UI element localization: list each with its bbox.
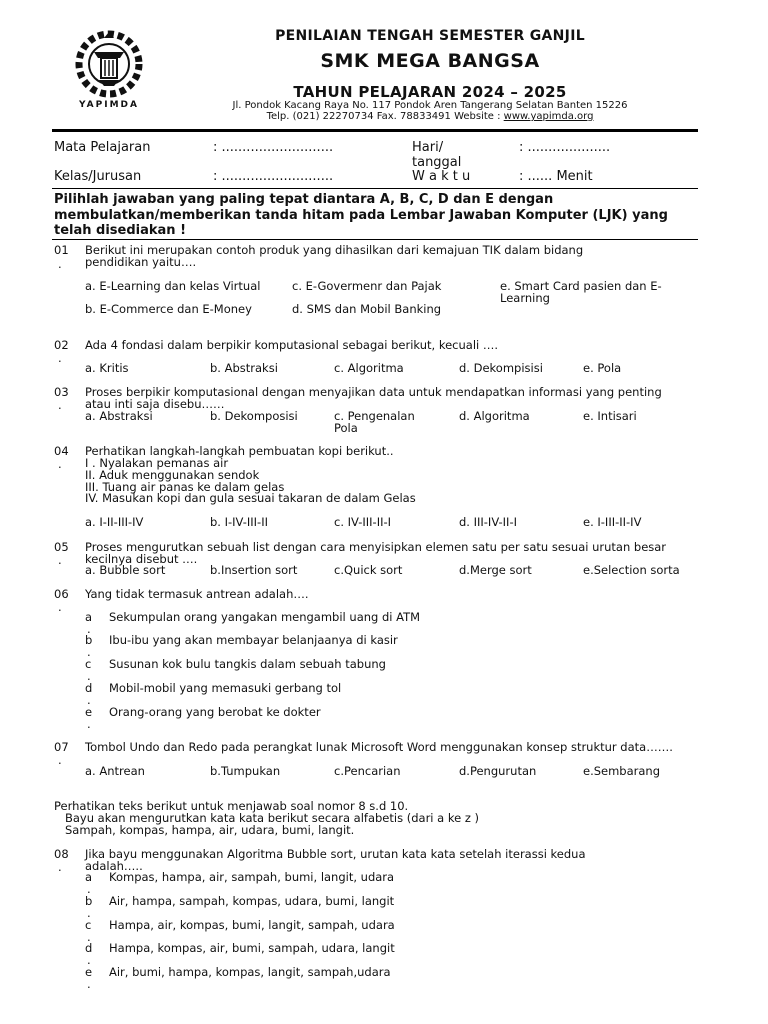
option-letter-dot: . — [87, 717, 91, 731]
option-e[interactable]: Orang-orang yang berobat ke dokter — [109, 705, 321, 719]
question-number-dot: . — [58, 753, 62, 767]
step-item: IV. Masukan kopi dan gula sesuai takaran de dalam Gelas — [85, 491, 416, 505]
context-line: Bayu akan mengurutkan kata kata berikut secara alfabetis (dari a ke z ) — [65, 811, 480, 825]
question-text: Perhatikan langkah-langkah pembuatan kopi berikut.. — [85, 444, 394, 458]
identity-divider — [52, 188, 698, 189]
class-field[interactable]: : ........................... — [213, 169, 334, 184]
class-label: Kelas/Jurusan — [54, 169, 142, 184]
option-d[interactable]: d.Pengurutan — [459, 764, 537, 778]
option-b[interactable]: b. I-IV-III-II — [210, 515, 268, 529]
question-number: 05 — [54, 540, 69, 554]
question-number-dot: . — [58, 257, 62, 271]
step-item: II. Aduk menggunakan sendok — [85, 468, 260, 482]
question-number: 01 — [54, 243, 69, 257]
question-text: Proses mengurutkan sebuah list dengan cara menyisipkan elemen satu per satu sesuai urutan besar kecilnya disebut …. — [85, 540, 667, 566]
option-letter: b — [85, 894, 93, 908]
option-d[interactable]: d. Dekompisisi — [459, 361, 543, 375]
question-number-dot: . — [58, 600, 62, 614]
option-letter-dot: . — [87, 693, 91, 707]
school-logo — [64, 30, 154, 114]
option-e[interactable]: e.Selection sorta — [583, 563, 680, 577]
subject-field[interactable]: : ........................... — [213, 140, 334, 155]
option-letter: e — [85, 965, 93, 979]
option-d[interactable]: Hampa, kompas, air, bumi, sampah, udara, langit — [109, 941, 395, 955]
step-item: III. Tuang air panas ke dalam gelas — [85, 480, 285, 494]
option-d[interactable]: d. Algoritma — [459, 409, 530, 423]
school-name: SMK MEGA BANGSA — [320, 50, 540, 72]
option-e[interactable]: e. Intisari — [583, 409, 637, 423]
option-e[interactable]: Air, bumi, hampa, kompas, langit, sampah,udara — [109, 965, 391, 979]
option-d[interactable]: d.Merge sort — [459, 563, 532, 577]
option-c[interactable]: Hampa, air, kompas, bumi, langit, sampah, udara — [109, 918, 395, 932]
subject-label: Mata Pelajaran — [54, 140, 151, 155]
option-e[interactable]: e.Sembarang — [583, 764, 661, 778]
question-text: Proses berpikir komputasional dengan menyajikan data untuk mendapatkan informasi yang penting atau inti saja disebu…… — [85, 385, 662, 411]
option-a[interactable]: a. E-Learning dan kelas Virtual — [85, 279, 261, 293]
option-a[interactable]: a. Kritis — [85, 361, 129, 375]
instruction-divider — [52, 239, 698, 240]
day-label: Hari/ — [412, 140, 444, 155]
website-link[interactable]: www.yapimda.org — [503, 111, 594, 122]
option-letter: a — [85, 610, 93, 624]
option-a[interactable]: a. Antrean — [85, 764, 145, 778]
option-c[interactable]: c.Pencarian — [334, 764, 401, 778]
instruction-text: Pilihlah jawaban yang paling tepat diantara A, B, C, D dan E dengan membulatkan/memberikan tanda hitam pada Lembar Jawaban Komputer (LJK) yang telah disediakan ! — [54, 192, 668, 238]
exam-title: PENILAIAN TENGAH SEMESTER GANJIL — [275, 28, 585, 44]
question-text: Jika bayu menggunakan Algoritma Bubble sort, urutan kata kata setelah iterassi kedua adalah….. — [85, 847, 586, 873]
yapimda-emblem-icon — [64, 30, 154, 100]
option-b[interactable]: b. Dekomposisi — [210, 409, 298, 423]
option-d[interactable]: Mobil-mobil yang memasuki gerbang tol — [109, 681, 342, 695]
option-c[interactable]: c. Pengenalan Pola — [334, 409, 415, 435]
question-number-dot: . — [58, 398, 62, 412]
option-letter: a — [85, 870, 93, 884]
option-letter: d — [85, 941, 93, 955]
option-letter: e — [85, 705, 93, 719]
option-e[interactable]: e. Smart Card pasien dan E-Learning — [500, 279, 662, 305]
question-number: 02 — [54, 338, 69, 352]
question-number: 07 — [54, 740, 69, 754]
option-letter-dot: . — [87, 669, 91, 683]
context-words: Sampah, kompas, hampa, air, udara, bumi, langit. — [65, 823, 355, 837]
question-number-dot: . — [58, 553, 62, 567]
step-item: I . Nyalakan pemanas air — [85, 456, 229, 470]
option-b[interactable]: Ibu-ibu yang akan membayar belanjaanya di kasir — [109, 633, 398, 647]
option-a[interactable]: a. I-II-III-IV — [85, 515, 144, 529]
option-b[interactable]: b.Insertion sort — [210, 563, 298, 577]
option-letter-dot: . — [87, 906, 91, 920]
option-letter: c — [85, 918, 92, 932]
question-number: 04 — [54, 444, 69, 458]
option-letter-dot: . — [87, 882, 91, 896]
question-text: Yang tidak termasuk antrean adalah…. — [85, 587, 309, 601]
option-letter-dot: . — [87, 977, 91, 991]
option-c[interactable]: c.Quick sort — [334, 563, 403, 577]
option-c[interactable]: c. E-Govermenr dan Pajak — [292, 279, 442, 293]
option-d[interactable]: d. III-IV-II-I — [459, 515, 517, 529]
option-d[interactable]: d. SMS dan Mobil Banking — [292, 302, 442, 316]
question-number: 03 — [54, 385, 69, 399]
question-number-dot: . — [58, 351, 62, 365]
time-field[interactable]: : ...... Menit — [519, 169, 593, 184]
option-letter-dot: . — [87, 622, 91, 636]
day-field[interactable]: : .................... — [519, 140, 611, 155]
option-b[interactable]: b. Abstraksi — [210, 361, 278, 375]
option-letter-dot: . — [87, 645, 91, 659]
option-b[interactable]: b.Tumpukan — [210, 764, 281, 778]
option-a[interactable]: a. Abstraksi — [85, 409, 153, 423]
option-letter: d — [85, 681, 93, 695]
question-number-dot: . — [58, 457, 62, 471]
question-text: Ada 4 fondasi dalam berpikir komputasional sebagai berikut, kecuali …. — [85, 338, 499, 352]
question-number: 06 — [54, 587, 69, 601]
school-address: Jl. Pondok Kacang Raya No. 117 Pondok Aren Tangerang Selatan Banten 15226 — [232, 100, 628, 111]
option-e[interactable]: e. I-III-II-IV — [583, 515, 642, 529]
option-b[interactable]: Air, hampa, sampah, kompas, udara, bumi, langit — [109, 894, 395, 908]
contact-text: Telp. (021) 22270734 Fax. 78833491 Website : — [266, 111, 504, 122]
question-text: Berikut ini merupakan contoh produk yang dihasilkan dari kemajuan TIK dalam bidang pendidikan yaitu…. — [85, 243, 584, 269]
option-c[interactable]: c. IV-III-II-I — [334, 515, 392, 529]
day-label-line2: tanggal — [412, 155, 462, 170]
option-e[interactable]: e. Pola — [583, 361, 622, 375]
question-number: 08 — [54, 847, 69, 861]
academic-year: TAHUN PELAJARAN 2024 – 2025 — [293, 83, 567, 101]
option-a[interactable]: a. Bubble sort — [85, 563, 166, 577]
school-contact — [170, 111, 690, 122]
option-letter-dot: . — [87, 953, 91, 967]
option-letter: c — [85, 657, 92, 671]
logo-caption: YAPIMDA — [79, 100, 139, 110]
context-intro: Perhatikan teks berikut untuk menjawab soal nomor 8 s.d 10. — [54, 799, 409, 813]
option-a[interactable]: Kompas, hampa, air, sampah, bumi, langit, udara — [109, 870, 395, 884]
option-a[interactable]: Sekumpulan orang yangakan mengambil uang di ATM — [109, 610, 421, 624]
option-c[interactable]: Susunan kok bulu tangkis dalam sebuah tabung — [109, 657, 386, 671]
option-letter: b — [85, 633, 93, 647]
header-divider — [52, 129, 698, 132]
option-letter-dot: . — [87, 930, 91, 944]
option-c[interactable]: c. Algoritma — [334, 361, 404, 375]
time-label: W a k t u — [412, 169, 471, 184]
question-number-dot: . — [58, 860, 62, 874]
question-text: Tombol Undo dan Redo pada perangkat lunak Microsoft Word menggunakan konsep struktur data……. — [85, 740, 673, 754]
option-b[interactable]: b. E-Commerce dan E-Money — [85, 302, 252, 316]
